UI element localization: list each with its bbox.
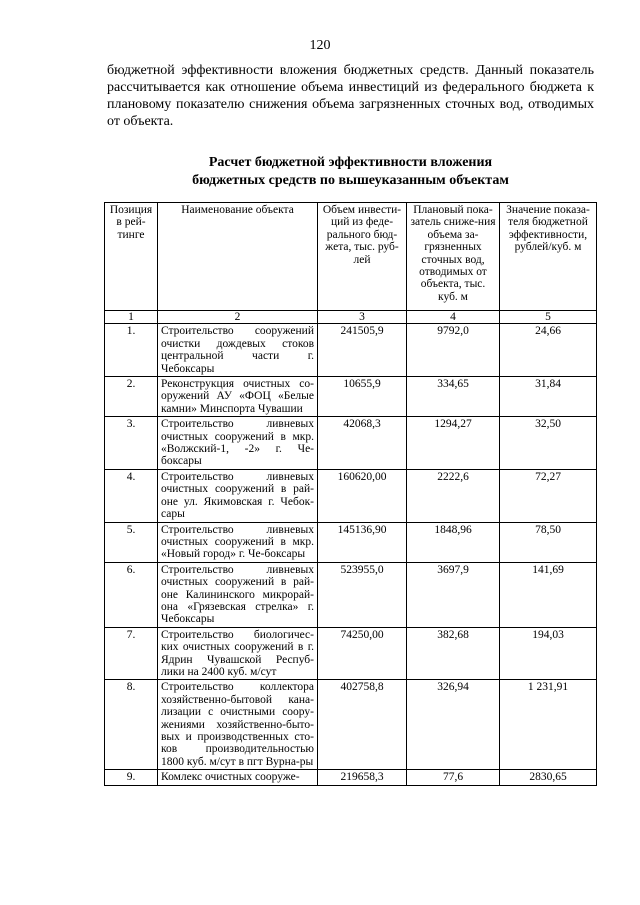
table-row: [105, 562, 597, 627]
row-object-name: Строительство ливневых очистных сооружений в рай-оне ул. Якимовская г. Чебок-сары: [158, 469, 318, 522]
row-plan: 9792,0: [407, 324, 500, 377]
row-plan: 1848,96: [407, 522, 500, 562]
row-value: 32,50: [500, 417, 597, 470]
row-object-name: Строительство биологичес-ких очистных сооружений в г. Ядрин Чувашской Респуб-лики на 2400 куб. м/сут: [158, 627, 318, 680]
row-position: 7.: [105, 627, 158, 680]
row-value: 78,50: [500, 522, 597, 562]
row-volume: 402758,8: [318, 680, 407, 770]
header-volume: Объем инвести-ций из феде-рального бюд-жета, тыс. руб-лей: [318, 203, 407, 311]
table-row: [105, 324, 597, 377]
intro-paragraph: бюджетной эффективности вложения бюджетных средств. Данный показатель рассчитывается как отношение объема инвестиций из федерального бюджета к плановому показателю снижения объема загрязненных сточных вод, отводимых от объекта.: [107, 63, 594, 129]
column-numbers-row: [105, 311, 597, 324]
row-volume: 219658,3: [318, 770, 407, 785]
row-volume: 74250,00: [318, 627, 407, 680]
row-object-name: Строительство ливневых очистных сооружений в мкр. «Волжский-1, -2» г. Че-боксары: [158, 417, 318, 470]
header-plan: Плановый пока-затель сниже-ния объема за-грязненных сточных вод, отводимых от объекта, тыс. куб. м: [407, 203, 500, 311]
column-number: 5: [500, 311, 597, 324]
header-position: Позиция в рей-тинге: [105, 203, 158, 311]
page-number: 120: [309, 38, 331, 53]
row-volume: 42068,3: [318, 417, 407, 470]
table-row: [105, 377, 597, 417]
row-position: 9.: [105, 770, 158, 785]
row-object-name: Реконструкция очистных со-оружений АУ «ФОЦ «Белые камни» Минспорта Чувашии: [158, 377, 318, 417]
row-object-name: Строительство ливневых очистных сооружений в мкр. «Новый город» г. Че-боксары: [158, 522, 318, 562]
row-object-name: Строительство коллектора хозяйственно-бытовой кана-лизации с очистными соору-жениями хозяйственно-быто-вых и производственных сто-ков производительностью 1800 куб. м/сут в пгт Вурна-ры: [158, 680, 318, 770]
row-plan: 334,65: [407, 377, 500, 417]
row-value: 31,84: [500, 377, 597, 417]
row-volume: 145136,90: [318, 522, 407, 562]
row-value: 72,27: [500, 469, 597, 522]
row-position: 4.: [105, 469, 158, 522]
row-position: 3.: [105, 417, 158, 470]
column-number: 2: [158, 311, 318, 324]
table-row: [105, 522, 597, 562]
header-value: Значение показа-теля бюджетной эффективности, рублей/куб. м: [500, 203, 597, 311]
table-row: [105, 417, 597, 470]
row-object-name: Строительство сооружений очистки дождевых стоков центральной части г. Чебоксары: [158, 324, 318, 377]
column-number: 1: [105, 311, 158, 324]
row-plan: 1294,27: [407, 417, 500, 470]
row-value: 1 231,91: [500, 680, 597, 770]
row-volume: 523955,0: [318, 562, 407, 627]
row-object-name: Комлекс очистных сооруже-: [158, 770, 318, 785]
row-volume: 160620,00: [318, 469, 407, 522]
row-plan: 2222,6: [407, 469, 500, 522]
row-position: 6.: [105, 562, 158, 627]
row-position: 2.: [105, 377, 158, 417]
row-object-name: Строительство ливневых очистных сооружений в рай-оне Калининского микрорай-она «Грязевская стрелка» г. Чебоксары: [158, 562, 318, 627]
row-position: 8.: [105, 680, 158, 770]
table-row: [105, 770, 597, 785]
row-plan: 382,68: [407, 627, 500, 680]
row-value: 24,66: [500, 324, 597, 377]
row-plan: 77,6: [407, 770, 500, 785]
efficiency-table: [104, 202, 597, 786]
row-value: 2830,65: [500, 770, 597, 785]
column-number: 4: [407, 311, 500, 324]
row-value: 141,69: [500, 562, 597, 627]
table-row: [105, 469, 597, 522]
table-row: [105, 627, 597, 680]
row-volume: 10655,9: [318, 377, 407, 417]
row-value: 194,03: [500, 627, 597, 680]
row-position: 1.: [105, 324, 158, 377]
row-plan: 326,94: [407, 680, 500, 770]
row-plan: 3697,9: [407, 562, 500, 627]
table-header-row: [105, 203, 597, 311]
row-position: 5.: [105, 522, 158, 562]
table-title-line-2: бюджетных средств по вышеуказанным объектам: [192, 173, 509, 188]
column-number: 3: [318, 311, 407, 324]
row-volume: 241505,9: [318, 324, 407, 377]
table-title: [107, 154, 594, 190]
table-title-line-1: Расчет бюджетной эффективности вложения: [208, 155, 493, 170]
header-name: Наименование объекта: [158, 203, 318, 311]
table-row: [105, 680, 597, 770]
